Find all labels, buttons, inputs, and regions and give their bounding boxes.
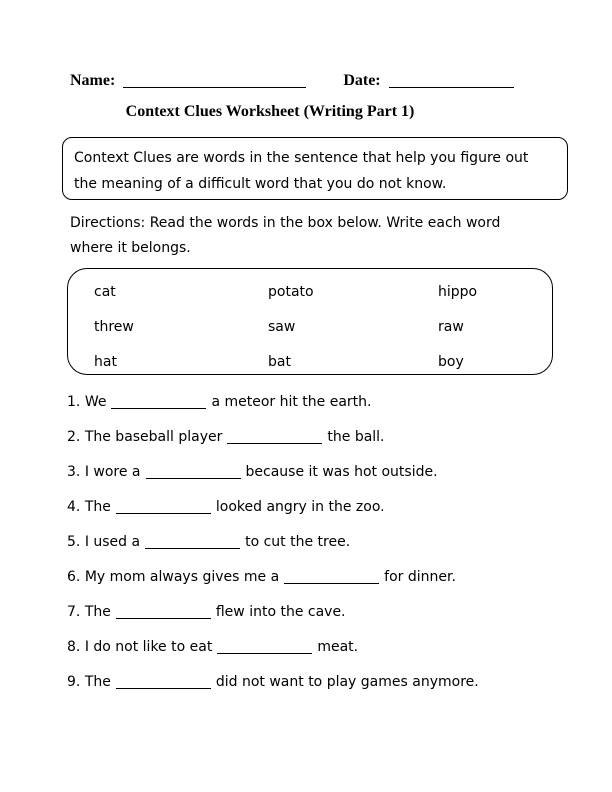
word-bank-word: bat (268, 354, 291, 370)
definition-box (62, 137, 568, 200)
fill-in-blank (217, 640, 312, 654)
directions-text (70, 211, 580, 261)
sentence-item (67, 639, 587, 674)
sentence-item (67, 464, 587, 499)
fill-in-blank (116, 605, 211, 619)
sentence-number: 4. (67, 499, 81, 515)
sentence-number: 8. (67, 639, 81, 655)
sentence-number: 5. (67, 534, 81, 550)
sentence-text-before: The (84, 674, 111, 690)
fill-in-blank (145, 535, 240, 549)
sentence-item (67, 429, 587, 464)
date-blank (389, 71, 514, 88)
sentence-number: 1. (67, 394, 81, 410)
sentence-item (67, 674, 587, 709)
word-bank-word: saw (268, 319, 296, 335)
sentence-item (67, 499, 587, 534)
sentence-text-after: did not want to play games anymore. (215, 674, 479, 690)
sentence-text-after: to cut the tree. (245, 534, 351, 550)
name-label: Name: (70, 72, 116, 89)
fill-in-blank (111, 395, 206, 409)
worksheet-title: Context Clues Worksheet (Writing Part 1) (125, 103, 415, 120)
sentence-text-before: I wore a (84, 464, 141, 480)
word-bank-word: boy (438, 354, 464, 370)
sentence-number: 2. (67, 429, 81, 445)
sentence-item (67, 534, 587, 569)
sentence-item (67, 604, 587, 639)
word-bank-word: raw (438, 319, 464, 335)
sentence-number: 6. (67, 569, 81, 585)
sentence-number: 3. (67, 464, 81, 480)
sentence-text-after: because it was hot outside. (245, 464, 438, 480)
sentence-number: 9. (67, 674, 81, 690)
name-blank (123, 71, 306, 88)
sentence-text-before: The (84, 499, 111, 515)
sentence-number: 7. (67, 604, 81, 620)
sentence-text-after: a meteor hit the earth. (211, 394, 372, 410)
sentence-text-before: The (84, 604, 111, 620)
sentence-list (67, 394, 587, 709)
sentence-text-before: We (84, 394, 107, 410)
sentence-text-after: flew into the cave. (215, 604, 346, 620)
definition-line: the meaning of a difficult word that you do not know. (74, 176, 447, 192)
sentence-text-after: meat. (317, 639, 359, 655)
header-row (70, 71, 550, 90)
sentence-text-before: I used a (84, 534, 141, 550)
fill-in-blank (146, 465, 241, 479)
date-label: Date: (343, 72, 381, 89)
sentence-item (67, 569, 587, 604)
fill-in-blank (284, 570, 379, 584)
word-bank-box (67, 268, 553, 375)
word-bank-word: threw (94, 319, 134, 335)
sentence-text-after: looked angry in the zoo. (215, 499, 385, 515)
fill-in-blank (116, 675, 211, 689)
sentence-text-before: My mom always gives me a (84, 569, 280, 585)
fill-in-blank (227, 430, 322, 444)
sentence-text-before: I do not like to eat (84, 639, 213, 655)
word-bank-word: hippo (438, 284, 478, 300)
definition-line: Context Clues are words in the sentence that help you figure out (74, 150, 529, 166)
word-bank-word: cat (94, 284, 116, 300)
fill-in-blank (116, 500, 211, 514)
word-bank-word: hat (94, 354, 117, 370)
directions-line: where it belongs. (70, 240, 191, 256)
sentence-text-after: for dinner. (384, 569, 456, 585)
sentence-text-before: The baseball player (84, 429, 223, 445)
directions-line: Directions: Read the words in the box below. Write each word (70, 215, 501, 231)
word-bank-word: potato (268, 284, 314, 300)
sentence-item (67, 394, 587, 429)
sentence-text-after: the ball. (327, 429, 385, 445)
